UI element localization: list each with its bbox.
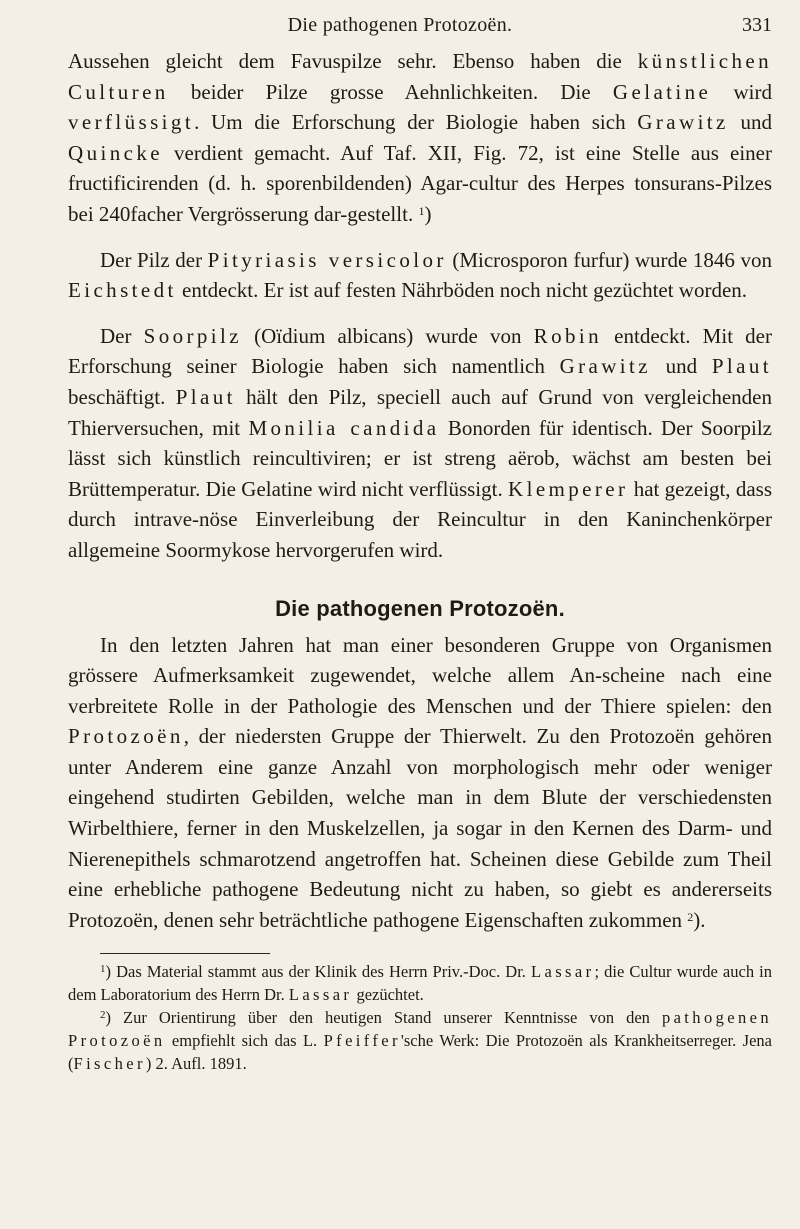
author-name: Grawitz (637, 110, 729, 135)
spaced-term: Protozoën (68, 724, 184, 749)
page-number: 331 (742, 14, 772, 36)
spaced-term: pathogenen Protozoën (68, 1008, 772, 1051)
footnote-ref: 1 (418, 203, 425, 218)
paragraph-protozoen: In den letzten Jahren hat man einer besonderen Gruppe von Organismen grössere Aufmerksamkeit zugewendet, welche allem An-scheine nach eine verbreitete Rolle in der Pathologie des Menschen und der Thiere spielen: den Protozoën, der niedersten Gruppe der Thierwelt. Zu den Protozoën gehören unter Anderem eine ganze Anzahl von morphologisch mehr oder weniger eingehend studirten Gebilden, welche man in dem Blute der verschiedensten Wirbelthiere, ferner in den Muskelzellen, ja sogar in den Kernen des Darm- und Nierenepithels schmarotzend angetroffen hat. Scheinen diese Gebilde zum Theil eine erhebliche pathogene Bedeutung nicht zu haben, so giebt es andererseits Protozoën, denen sehr beträchtliche pathogene Eigenschaften zukommen $^2$). (68, 632, 772, 932)
spaced-term: Gelatine (612, 79, 712, 104)
paragraph-soorpilz: Der Soorpilz (Oïdium albicans) wurde von Robin entdeckt. Mit der Erforschung seiner Biologie haben sich namentlich Grawitz und Plaut beschäftigt. Plaut hält den Pilz, speciell auch auf Grund von vergleichenden Thierversuchen, mit Monilia candida Bonorden für identisch. Der Soorpilz lässt sich künstlich reincultiviren; er ist streng aërob, wächst am besten bei Brüttemperatur. Die Gelatine wird nicht verflüssigt. Klemperer hat gezeigt, dass durch intrave-nöse Einverleibung der Reincultur in den Kaninchenkörper allgemeine Soormykose hervorgerufen wird. (68, 323, 773, 562)
author-name: Lassar (531, 962, 595, 982)
spaced-term: Monilia candida (248, 415, 440, 440)
footnote-divider (100, 953, 270, 954)
page-header (0, 6, 800, 42)
author-name: Plaut (711, 354, 773, 379)
author-name: Klemperer (508, 476, 629, 501)
section-heading: Die pathogenen Protozoën. (275, 595, 565, 621)
author-name: Robin (533, 323, 603, 348)
footnote-marker: 1 (100, 963, 106, 976)
footnote-1: $^1$) Das Material stammt aus der Klinik des Herrn Priv.-Doc. Dr. Lassar; die Cultur wurde auch in dem Laboratorium des Herrn Dr. Lassar gezüchtet. (68, 962, 772, 1005)
running-title: Die pathogenen Protozoën. (287, 14, 513, 36)
paragraph-pityriasis: Der Pilz der Pityriasis versicolor (Microsporon furfur) wurde 1846 von Eichstedt entdeckt. Er ist auf festen Nährböden noch nicht gezüchtet worden. (68, 247, 772, 303)
spaced-term: Soorpilz (143, 323, 242, 348)
author-name: Quincke (68, 140, 163, 165)
paragraph-favus: Aussehen gleicht dem Favuspilze sehr. Ebenso haben die künstlichen Culturen beider Pilze grosse Aehnlichkeiten. Die Gelatine wird verflüssigt. Um die Erforschung der Biologie haben sich Grawitz und Quincke verdient gemacht. Auf Taf. XII, Fig. 72, ist eine Stelle aus einer fructificirenden (d. h. sporenbildenden) Agar-cultur des Herpes tonsurans-Pilzes bei 240facher Vergrösserung dar-gestellt. $^1$) (68, 49, 773, 226)
author-name: Lassar (288, 985, 353, 1005)
author-name: Fischer (73, 1054, 146, 1074)
spaced-term: künstlichen Culturen (68, 49, 772, 104)
footnote-marker: 2 (100, 1009, 106, 1022)
author-name: Eichstedt (68, 278, 177, 303)
author-name: Pfeiffer (323, 1031, 401, 1051)
footnote-2: $^2$) Zur Orientirung über den heutigen Stand unserer Kenntnisse von den pathogenen Protozoën empfiehlt sich das L. Pfeiffer'sche Werk: Die Protozoën als Krankheitserreger. Jena (Fischer) 2. Aufl. 1891. (68, 1008, 772, 1074)
author-name: Plaut (175, 384, 236, 409)
author-name: Grawitz (559, 354, 651, 379)
spaced-term: verflüssigt (68, 110, 195, 135)
spaced-term: Pityriasis versicolor (207, 247, 447, 272)
page-body (68, 46, 772, 1075)
footnote-ref: 2 (687, 909, 694, 924)
